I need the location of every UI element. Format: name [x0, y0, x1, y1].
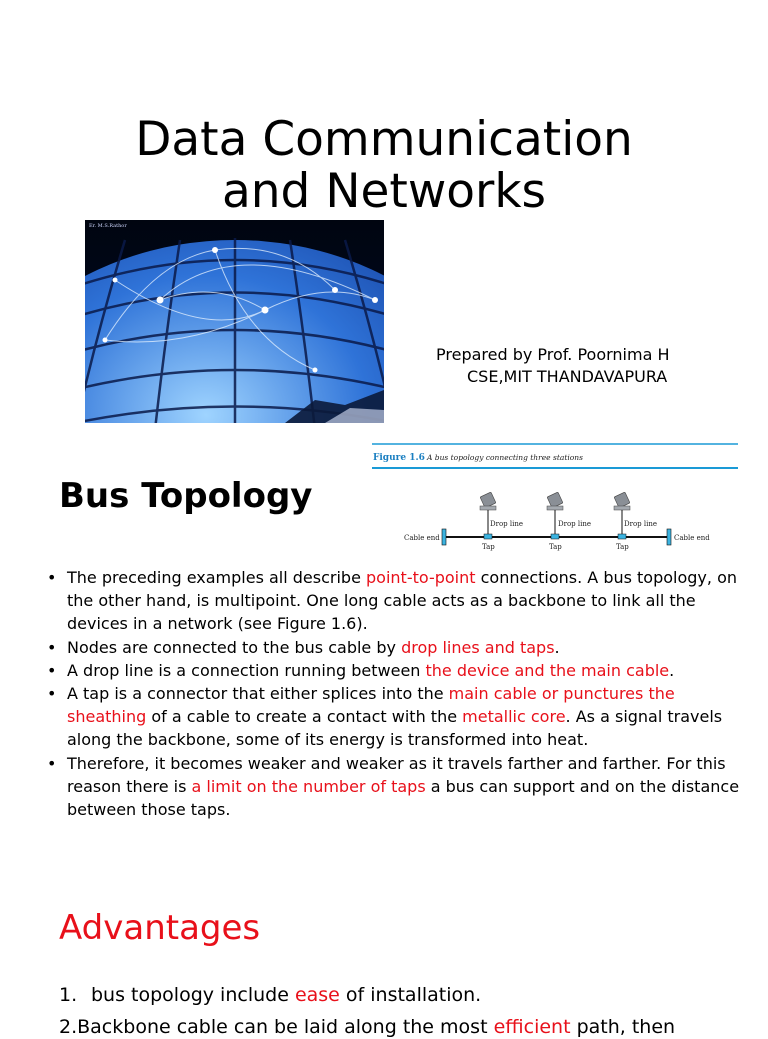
drop-line-label-3: Drop line [624, 520, 658, 528]
cable-end-label-right: Cable end [674, 534, 710, 542]
tap-label-2: Tap [549, 543, 562, 551]
cable-end-label-left: Cable end [404, 534, 440, 542]
station-3 [614, 492, 657, 551]
bullet-item: • A tap is a connector that either splices into the main cable or punctures the sheathing of a cable to create a contact with the metallic core. As a signal travels along the backbone, some of its energy is transformed into heat. [47, 682, 747, 752]
highlight-text: ease [294, 984, 340, 1006]
author-block [436, 344, 670, 388]
globe-illustration [85, 220, 384, 423]
highlight-text: metallic core [462, 707, 566, 727]
highlight-text: efficient [493, 1016, 571, 1038]
bullet-item: • A drop line is a connection running between the device and the main cable. [47, 659, 747, 682]
author-line-1: Prepared by Prof. Poornima H [436, 345, 670, 364]
cable-end-left [442, 529, 446, 545]
highlight-text: main cable or punctures the sheathing [67, 684, 675, 727]
title-line-1: Data Communication [135, 112, 633, 167]
advantages-heading: Advantages [59, 908, 261, 948]
author-line-2: CSE,MIT THANDAVAPURA [467, 367, 668, 386]
watermark-text: Er. M.S.Rathor [89, 223, 127, 229]
bullet-item: • The preceding examples all describe point-to-point connections. A bus topology, on the other hand, is multipoint. One long cable acts as a backbone to link all the devices in a network (see Figure 1.6). [47, 566, 747, 636]
figure-caption-text: A bus topology connecting three stations [427, 453, 583, 462]
highlight-text: the device and the main cable [425, 660, 670, 680]
figure-caption-number: Figure 1.6 [373, 453, 425, 463]
advantage-item-2: 2.Backbone cable can be laid along the most efficient path, then [59, 1016, 676, 1038]
drop-line-label-2: Drop line [558, 520, 592, 528]
drop-line-label-1: Drop line [490, 520, 524, 528]
highlight-text: a limit on the number of taps [191, 776, 426, 796]
slide-title [0, 114, 768, 218]
bus-topology-figure [372, 442, 738, 558]
globe-network-image [85, 220, 384, 423]
tap-1 [484, 534, 492, 539]
station-1 [480, 492, 523, 551]
tap-label-1: Tap [482, 543, 495, 551]
bus-topology-heading: Bus Topology [59, 476, 313, 516]
tap-2 [551, 534, 559, 539]
tap-label-3: Tap [616, 543, 629, 551]
bus-topology-diagram [372, 442, 738, 558]
bullet-item: • Therefore, it becomes weaker and weaker as it travels farther and farther. For this reason there is a limit on the number of taps a bus can support and on the distance between those taps. [47, 752, 747, 822]
station-2 [547, 492, 591, 551]
highlight-text: drop lines and taps [401, 637, 555, 657]
bus-topology-bullets [47, 566, 747, 821]
title-line-2: and Networks [221, 164, 547, 219]
advantage-item-1: 1. bus topology include ease of installation. [59, 984, 482, 1006]
item-number: 1. [59, 984, 78, 1006]
bullet-item: • Nodes are connected to the bus cable by drop lines and taps. [47, 636, 747, 659]
cable-end-right [667, 529, 671, 545]
highlight-text: point-to-point [366, 568, 476, 587]
tap-3 [618, 534, 626, 539]
